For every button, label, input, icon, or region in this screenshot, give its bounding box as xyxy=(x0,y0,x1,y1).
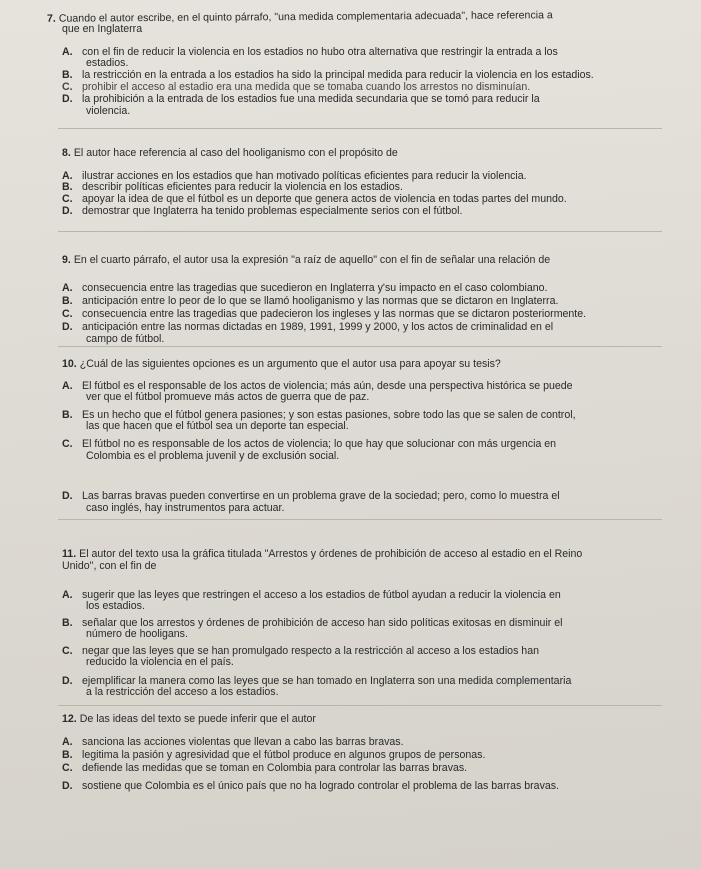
option-c[interactable] xyxy=(62,194,567,205)
option-text: sanciona las acciones violentas que llevan a cabo las barras bravas. xyxy=(82,736,404,748)
option-c[interactable] xyxy=(62,439,556,450)
option-letter: A. xyxy=(62,46,73,58)
option-text: sostiene que Colombia es el único país que no ha logrado controlar el problema de las barras bravas. xyxy=(82,780,560,792)
option-text-cont: las que hacen que el fútbol sea un deporte tan especial. xyxy=(86,420,349,432)
option-text-cont: ver que el fútbol promueve más actos de guerra que de paz. xyxy=(86,391,370,403)
option-text-cont: Colombia es el problema juvenil y de exclusión social. xyxy=(86,450,340,462)
option-letter: A. xyxy=(62,170,73,182)
question-number: 9. xyxy=(62,254,71,266)
option-d[interactable] xyxy=(62,491,560,502)
option-letter: C. xyxy=(62,438,73,450)
option-text: El fútbol no es responsable de los actos de violencia; lo que hay que solucionar con más urgencia en xyxy=(82,438,557,450)
stem-line: Unido", con el fin de xyxy=(62,560,157,572)
option-text-cont: estadios. xyxy=(86,57,129,69)
option-letter: A. xyxy=(62,736,73,748)
option-letter: A. xyxy=(62,589,73,601)
option-text: la restricción en la entrada a los estadios ha sido la principal medida para reducir la violencia en los estadios. xyxy=(82,69,594,81)
option-letter: B. xyxy=(62,409,73,421)
option-letter: A. xyxy=(62,282,73,294)
option-c[interactable] xyxy=(62,763,467,774)
option-text-cont: número de hooligans. xyxy=(86,628,188,640)
option-letter: D. xyxy=(62,675,73,687)
option-letter: D. xyxy=(62,93,73,105)
question-number: 12. xyxy=(62,713,77,725)
option-text: ejemplificar la manera como las leyes que se han tomado en Inglaterra son una medida complementaria xyxy=(82,675,572,687)
option-text: apoyar la idea de que el fútbol es un deporte que genera actos de violencia en todas partes del mundo. xyxy=(82,193,567,205)
option-a[interactable] xyxy=(62,47,558,58)
divider xyxy=(58,128,662,129)
option-text: demostrar que Inglaterra ha tenido problemas especialmente serios con el fútbol. xyxy=(82,205,463,217)
question-number: 10. xyxy=(62,358,77,370)
option-text: anticipación entre las normas dictadas en 1989, 1991, 1999 y 2000, y los actos de criminalidad en el xyxy=(82,321,554,333)
question-stem xyxy=(62,359,501,370)
divider xyxy=(58,231,662,232)
option-text: Las barras bravas pueden convertirse en un problema grave de la sociedad; pero, como lo muestra el xyxy=(82,490,560,502)
option-text-cont: violencia. xyxy=(86,105,131,117)
divider xyxy=(58,519,662,520)
stem-line: El autor hace referencia al caso del hooliganismo con el propósito de xyxy=(73,147,398,159)
option-text: El fútbol es el responsable de los actos de violencia; más aún, desde una perspectiva histórica se puede xyxy=(82,380,573,392)
option-letter: B. xyxy=(62,69,73,81)
option-text-cont: campo de fútbol. xyxy=(86,333,165,345)
option-text: describir políticas eficientes para reducir la violencia en los estadios. xyxy=(82,181,403,193)
option-d[interactable] xyxy=(62,94,540,105)
option-text-cont: reducido la violencia en el país. xyxy=(86,656,234,668)
option-text: con el fin de reducir la violencia en los estadios no hubo otra alternativa que restringir la entrada a los xyxy=(82,46,558,58)
option-b[interactable] xyxy=(62,70,594,81)
option-letter: B. xyxy=(62,749,73,761)
stem-line: que en Inglaterra xyxy=(62,23,143,35)
question-stem xyxy=(62,549,582,560)
divider xyxy=(58,346,662,347)
option-text: ilustrar acciones en los estadios que han motivado políticas eficientes para reducir la violencia. xyxy=(82,170,527,182)
option-b[interactable] xyxy=(62,182,403,193)
option-letter: C. xyxy=(62,308,73,320)
option-letter: D. xyxy=(62,780,73,792)
option-d[interactable] xyxy=(62,322,553,333)
stem-line: El autor del texto usa la gráfica titulada "Arrestos y órdenes de prohibición de acceso al estadio en el Reino xyxy=(79,548,583,560)
stem-line: Cuando el autor escribe, en el quinto párrafo, "una medida complementaria adecuada", hace referencia a xyxy=(58,9,553,25)
option-text: sugerir que las leyes que restringen el acceso a los estadios de fútbol ayudan a reducir la violencia en xyxy=(82,589,561,601)
option-text: señalar que los arrestos y órdenes de prohibición de acceso han sido políticas exitosas en disminuir el xyxy=(82,617,563,629)
question-stem xyxy=(62,255,550,266)
option-letter: B. xyxy=(62,617,73,629)
stem-line: De las ideas del texto se puede inferir que el autor xyxy=(79,713,316,725)
option-letter: C. xyxy=(62,645,73,657)
option-c[interactable] xyxy=(62,309,586,320)
question-number: 7. xyxy=(46,12,56,25)
option-b[interactable] xyxy=(62,750,485,761)
option-d[interactable] xyxy=(62,206,462,217)
option-letter: A. xyxy=(62,380,73,392)
question-stem xyxy=(62,714,316,725)
option-b[interactable] xyxy=(62,296,558,307)
option-letter: D. xyxy=(62,321,73,333)
option-letter: D. xyxy=(62,205,73,217)
question-number: 11. xyxy=(62,548,77,560)
divider xyxy=(58,705,662,706)
option-text: consecuencia entre las tragedias que sucedieron en Inglaterra y'su impacto en el caso colombiano. xyxy=(82,282,548,294)
option-letter: C. xyxy=(62,81,73,93)
option-d[interactable] xyxy=(62,781,559,792)
option-text: defiende las medidas que se toman en Colombia para controlar las barras bravas. xyxy=(82,762,468,774)
option-letter: B. xyxy=(62,181,73,193)
option-letter: C. xyxy=(62,762,73,774)
option-a[interactable] xyxy=(62,283,547,294)
option-text-cont: los estadios. xyxy=(86,600,145,612)
option-a[interactable] xyxy=(62,737,404,748)
stem-line: ¿Cuál de las siguientes opciones es un argumento que el autor usa para apoyar su tesis? xyxy=(79,358,501,370)
option-text: anticipación entre lo peor de lo que se llamó hooliganismo y las normas que se dictaron en Inglaterra. xyxy=(82,295,559,307)
option-text-cont: caso inglés, hay instrumentos para actuar. xyxy=(86,502,285,514)
option-text-cont: a la restricción del acceso a los estadios. xyxy=(86,686,279,698)
question-number: 8. xyxy=(62,147,71,159)
question-stem xyxy=(62,148,398,159)
option-text: prohibir el acceso al estadio era una medida que se tomaba cuando los arrestos no disminuían. xyxy=(82,81,531,93)
option-text: la prohibición a la entrada de los estadios fue una medida secundaria que se tomó para reducir la xyxy=(82,93,540,105)
option-c[interactable] xyxy=(62,82,530,93)
stem-line: En el cuarto párrafo, el autor usa la expresión "a raíz de aquello" con el fin de señalar una relación de xyxy=(73,254,551,266)
option-letter: D. xyxy=(62,490,73,502)
option-letter: C. xyxy=(62,193,73,205)
option-text: legitima la pasión y agresividad que el fútbol produce en algunos grupos de personas. xyxy=(82,749,486,761)
option-letter: B. xyxy=(62,295,73,307)
option-text: negar que las leyes que se han promulgado respecto a la restricción al acceso a los estadios han xyxy=(82,645,539,657)
option-text: consecuencia entre las tragedias que padecieron los ingleses y las normas que se dictaron posteriormente. xyxy=(82,308,587,320)
option-text: Es un hecho que el fútbol genera pasiones; y son estas pasiones, sobre todo las que se salen de control, xyxy=(82,409,576,421)
